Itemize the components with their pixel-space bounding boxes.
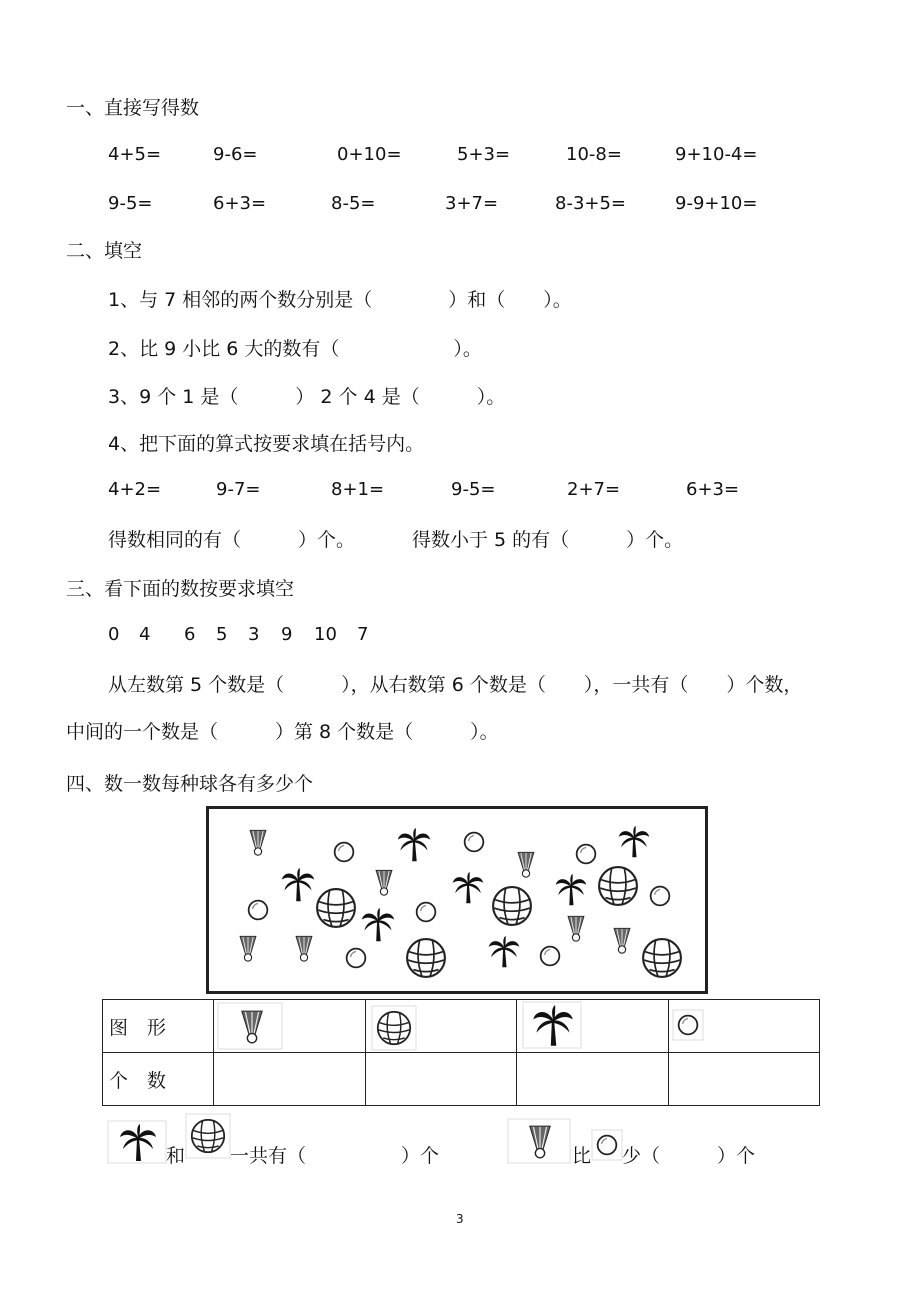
page-number: 3 [456,1212,464,1226]
table-label-shape: 图 形 [103,1000,214,1053]
section-3-title: 三、看下面的数按要求填空 [66,578,295,600]
palm-tree-icon [556,874,587,905]
number-item: 3 [248,624,260,645]
small-ball-icon [673,1010,703,1040]
number-item: 5 [216,624,228,645]
palm-tree-icon [108,1121,166,1163]
calc-item: 0+10= [337,144,402,165]
table-cell-small-ball [668,1000,820,1053]
table-label-count: 个 数 [103,1053,214,1106]
table-cell-palm [517,1000,669,1053]
calc-item: 9-6= [213,144,258,165]
shuttlecock-icon [250,830,266,855]
calc-item: 3+7= [445,193,499,214]
volleyball-icon [372,1006,416,1050]
small-ball-icon [249,901,268,920]
number-item: 7 [357,624,369,645]
question-1: 1、与 7 相邻的两个数分别是（ ）和（ ）。 [108,289,572,311]
number-item: 10 [314,624,337,645]
answer-cell[interactable] [668,1053,820,1106]
calc-item: 10-8= [566,144,622,165]
calc-item: 5+3= [457,144,511,165]
shuttlecock-icon [508,1119,570,1163]
calc-item: 8-3+5= [555,193,627,214]
calc-item: 8-5= [331,193,376,214]
palm-tree-icon [619,826,650,857]
calc-item: 9-9+10= [675,193,758,214]
palm-tree-icon [523,1002,581,1048]
calc-item: 9-5= [108,193,153,214]
small-ball-icon [417,903,436,922]
question-4: 4、把下面的算式按要求填在括号内。 [108,433,425,455]
palm-tree-icon [362,908,394,941]
calc-item: 9-7= [216,479,261,500]
shuttlecock-icon [376,870,392,895]
shuttlecock-icon [218,1003,282,1049]
less-question: 少（ ）个 [622,1145,756,1167]
answer-cell[interactable] [517,1053,669,1106]
volleyball-icon [317,889,355,927]
calc-item: 9+10-4= [675,144,758,165]
shuttlecock-icon [296,936,312,961]
picture-frame [206,806,708,994]
question-3: 3、9 个 1 是（ ） 2 个 4 是（ ）。 [108,386,506,408]
small-ball-icon [335,843,354,862]
answer-cell[interactable] [214,1053,366,1106]
table-cell-volleyball [365,1000,517,1053]
number-item: 0 [108,624,120,645]
small-ball-icon [347,949,366,968]
question-line-2: 中间的一个数是（ ）第 8 个数是（ ）。 [66,721,499,743]
calc-item: 2+7= [567,479,621,500]
total-question: 一共有（ ）个 [230,1145,440,1167]
volleyball-icon [493,887,531,925]
question-2: 2、比 9 小比 6 大的数有（ ）。 [108,338,482,360]
question-line-1: 从左数第 5 个数是（ ），从右数第 6 个数是（ ），一共有（ ）个数， [108,674,803,696]
palm-tree-icon [489,936,520,967]
volleyball-icon [186,1114,230,1158]
palm-tree-icon [453,872,484,903]
calc-item: 4+2= [108,479,162,500]
number-item: 9 [281,624,293,645]
small-ball-icon [651,887,670,906]
calc-item: 6+3= [686,479,740,500]
small-ball-icon [541,947,560,966]
palm-tree-icon [282,868,314,901]
shuttlecock-icon [614,928,630,953]
calc-item: 8+1= [331,479,385,500]
number-item: 4 [139,624,151,645]
shuttlecock-icon [568,916,584,941]
calc-item: 4+5= [108,144,162,165]
table-cell-shuttlecock [214,1000,366,1053]
shuttlecock-icon [518,852,534,877]
number-item: 6 [184,624,196,645]
volleyball-icon [599,867,637,905]
answer-cell[interactable] [365,1053,517,1106]
word-and: 和 [166,1145,186,1167]
section-4-title: 四、数一数每种球各有多少个 [66,773,314,795]
calc-item: 9-5= [451,479,496,500]
count-table [102,999,820,1106]
small-ball-icon [577,845,596,864]
volleyball-icon [643,939,681,977]
answer-less-than-5: 得数小于 5 的有（ ）个。 [412,529,684,551]
small-ball-icon [592,1130,622,1160]
section-1-title: 一、直接写得数 [66,97,200,119]
section-2-title: 二、填空 [66,240,143,262]
small-ball-icon [465,833,484,852]
shuttlecock-icon [240,936,256,961]
answer-same: 得数相同的有（ ）个。 [108,529,356,551]
calc-item: 6+3= [213,193,267,214]
volleyball-icon [407,939,445,977]
palm-tree-icon [398,828,430,861]
word-than: 比 [572,1145,592,1167]
